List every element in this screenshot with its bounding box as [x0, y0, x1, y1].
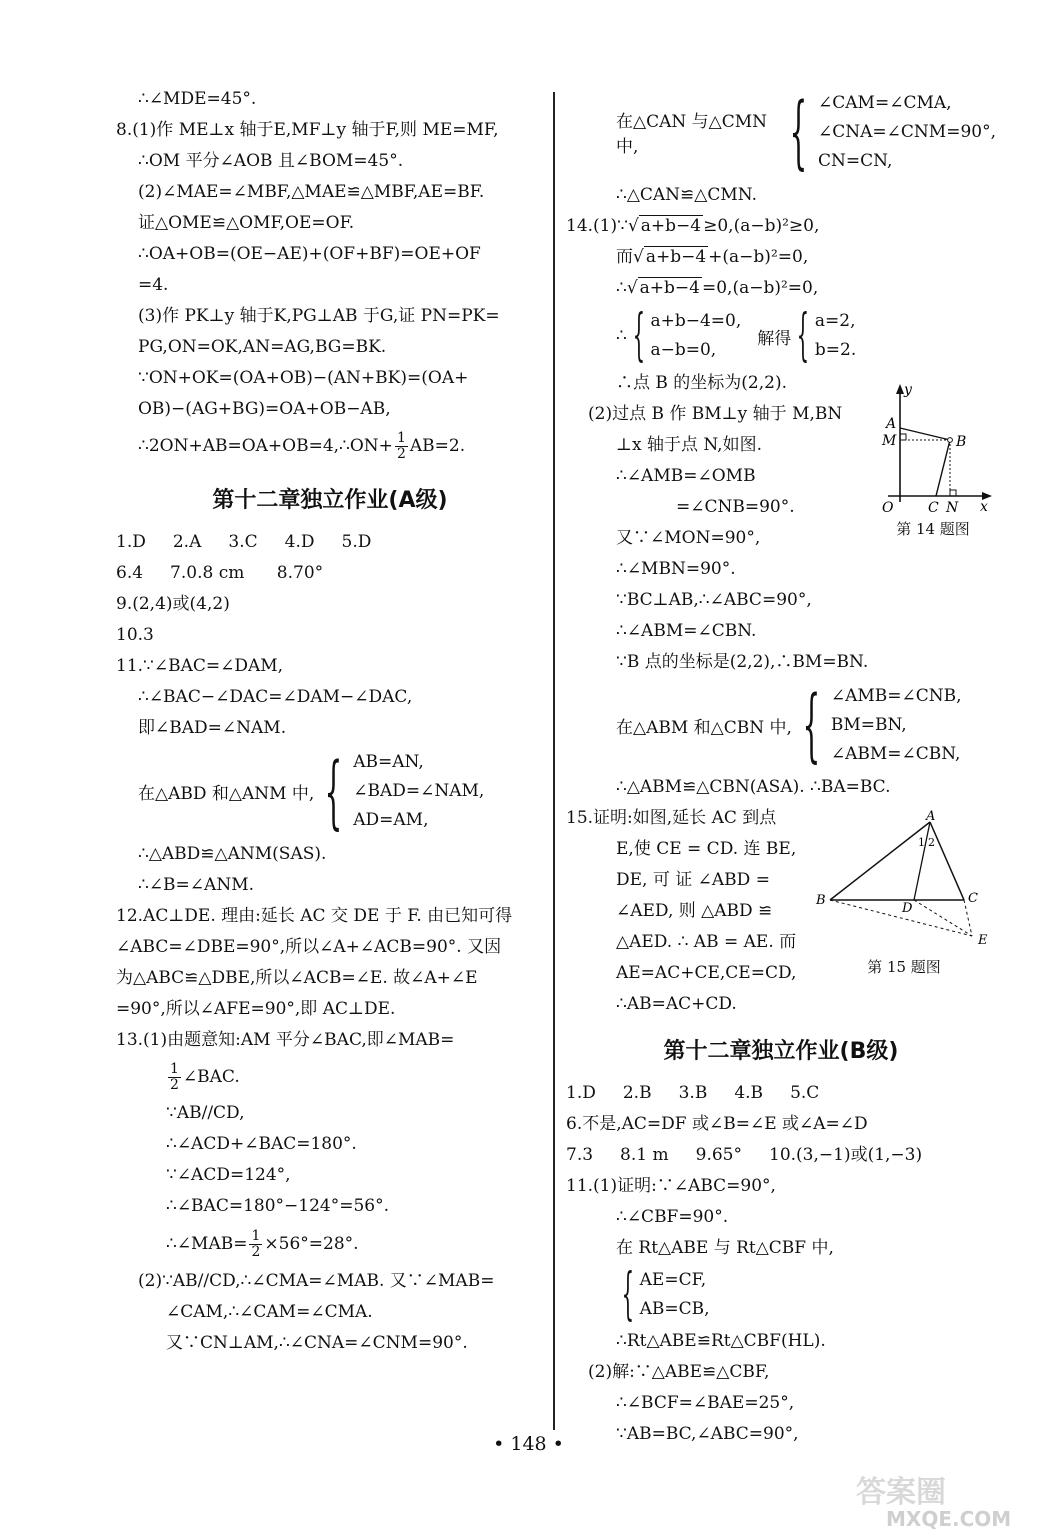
label-a: A	[926, 809, 936, 824]
label-c: C	[968, 891, 978, 906]
answer-line: ∴∠BAC=180°−124°=56°.	[166, 1196, 390, 1216]
segment-bc	[936, 440, 950, 496]
radicand: a+b−4	[640, 216, 702, 236]
section-heading-a: 第十二章独立作业(A级)	[212, 488, 448, 513]
answer-line: ∵B 点的坐标是(2,2),∴BM=BN.	[616, 652, 869, 672]
answer-line: ∴∠AMB=∠OMB	[616, 466, 756, 486]
left-column	[116, 84, 544, 1359]
system-prefix: 在△ABD 和△ANM 中,	[138, 784, 315, 804]
segment-ab	[900, 428, 950, 440]
radicand: a+b−4	[645, 247, 707, 267]
answer-line: =90°,所以∠AFE=90°,即 AC⊥DE.	[116, 999, 396, 1019]
system-lines	[650, 307, 741, 365]
answer-line: ∵BC⊥AB,∴∠ABC=90°,	[616, 590, 812, 610]
denominator: 2	[396, 446, 406, 462]
text-line: 8.(1)作 ME⊥x 轴于E,MF⊥y 轴于F,则 ME=MF,	[116, 120, 499, 140]
answer-line: 13.(1)由题意知:AM 平分∠BAC,即∠MAB=	[116, 1030, 455, 1050]
text-run: 而	[616, 247, 633, 267]
answer-line: ∴△ABD≌△ANM(SAS).	[138, 844, 327, 864]
label-n: N	[946, 500, 959, 516]
answer-line: ∵∠ACD=124°,	[166, 1165, 291, 1185]
right-column	[566, 84, 996, 1450]
answer-line: 即∠BAD=∠NAM.	[138, 718, 287, 738]
text-line: ∴OM 平分∠AOB 且∠BOM=45°.	[138, 151, 404, 171]
answer-line: ∴∠BCF=∠BAE=25°,	[616, 1393, 795, 1413]
answer-line: =∠CNB=90°.	[676, 497, 795, 517]
answer-line: 1.D 2.A 3.C 4.D 5.D	[116, 532, 372, 552]
denominator: 2	[251, 1244, 261, 1260]
answer-line: (2)过点 B 作 BM⊥y 轴于 M,BN	[588, 404, 843, 424]
answer-line: 6.不是,AC=DF 或∠B=∠E 或∠A=∠D	[566, 1114, 868, 1134]
answer-line: 6.4 7.0.8 cm 8.70°	[116, 563, 324, 583]
right-angle-n	[950, 490, 956, 496]
equation-system: ∴ { a+b−4=0, a−b=0, 解得 { a=2, b=2.	[616, 303, 857, 368]
answer-line: AE=AC+CE,CE=CD,	[616, 963, 797, 983]
system-lines	[353, 748, 484, 835]
watermark-url: MXQE.COM	[886, 1507, 1012, 1530]
label-c: C	[928, 500, 939, 516]
answer-line-sqrt: ∴√ a+b−4 =0,(a−b)²=0,	[616, 278, 819, 298]
text-run: AB=2.	[409, 436, 466, 456]
section-heading-b: 第十二章独立作业(B级)	[663, 1039, 899, 1064]
system-line: CN=CN,	[818, 150, 893, 171]
equation-system	[116, 744, 544, 839]
answer-line: 11.∵∠BAC=∠DAM,	[116, 656, 284, 676]
answer-line: ∴点 B 的坐标为(2,2).	[616, 373, 788, 393]
system-line: ∠CAM=∠CMA,	[818, 92, 952, 113]
text-line: ∴OA+OB=(OE−AE)+(OF+BF)=OE+OF	[138, 244, 481, 264]
answer-line: ∴△ABM≌△CBN(ASA). ∴BA=BC.	[616, 777, 891, 797]
text-run: ×56°=28°.	[264, 1234, 359, 1254]
fraction	[168, 1062, 181, 1093]
watermark-graphic	[846, 1470, 1046, 1530]
label-y: y	[904, 382, 912, 398]
answer-line-fraction	[116, 1222, 544, 1266]
label-b: B	[816, 893, 826, 908]
answer-line: 1.D 2.B 3.B 4.B 5.C	[566, 1083, 820, 1103]
answer-line: ∵AB//CD,	[166, 1103, 245, 1123]
answer-line: 11.(1)证明:∵∠ABC=90°,	[566, 1176, 776, 1196]
label-o: O	[882, 500, 894, 516]
answer-line: ∠CAM,∴∠CAM=∠CMA.	[166, 1302, 373, 1322]
answer-line: ∴AB=AC+CD.	[616, 994, 737, 1014]
segment-de	[914, 900, 972, 936]
system-lines	[640, 1266, 710, 1324]
text-run: +(a−b)²=0,	[708, 247, 809, 267]
answer-line: E,使 CE = CD. 连 BE,	[616, 839, 797, 859]
segment-be	[830, 900, 972, 936]
left-brace: {	[632, 303, 645, 368]
text-line: 证△OME≌△OMF,OE=OF.	[138, 213, 355, 233]
label-angle-1: 1	[918, 836, 925, 849]
answer-line: (2)解:∵△ABE≌△CBF,	[588, 1362, 770, 1382]
answer-line: △AED. ∴ AB = AE. 而	[616, 932, 797, 952]
text-run: ≥0,(a−b)²≥0,	[703, 216, 820, 236]
text-line: (3)作 PK⊥y 轴于K,PG⊥AB 于G,证 PN=PK=	[138, 306, 500, 326]
system-lines	[815, 307, 856, 365]
point-b	[948, 438, 953, 443]
figure-14	[870, 378, 996, 544]
label-b: B	[956, 434, 967, 450]
system-line: BM=BN,	[830, 714, 907, 735]
answer-line: ∴∠B=∠ANM.	[138, 875, 255, 895]
system-line: b=2.	[814, 340, 857, 360]
answer-line: ∴∠BAC−∠DAC=∠DAM−∠DAC,	[138, 687, 413, 707]
text-line: OB)−(AG+BG)=OA+OB−AB,	[138, 399, 391, 419]
watermark-text: 答案圈	[856, 1475, 946, 1510]
figure-14-caption: 第 14 题图	[896, 520, 970, 538]
figure-14-diagram	[870, 378, 996, 518]
answer-line-sqrt: 而√ a+b−4 +(a−b)²=0,	[616, 247, 809, 267]
answer-line: ∠ABC=∠DBE=90°,所以∠A+∠ACB=90°. 又因	[116, 937, 502, 957]
figure-15-caption: 第 15 题图	[867, 958, 941, 976]
system-lines	[831, 682, 962, 769]
answer-line: 又∵∠MON=90°,	[616, 528, 761, 548]
page-number: • 148 •	[493, 1433, 564, 1455]
answer-line: 7.3 8.1 m 9.65° 10.(3,−1)或(1,−3)	[566, 1145, 923, 1165]
text-run: ∴	[616, 278, 627, 298]
system-line: ∠ABM=∠CBN,	[830, 743, 961, 764]
numerator: 1	[170, 1061, 179, 1077]
answer-line: 为△ABC≌△DBE,所以∠ACB=∠E. 故∠A+∠E	[116, 968, 478, 988]
label-d: D	[902, 901, 913, 916]
answer-line: ∴∠MBN=90°.	[616, 559, 736, 579]
text-run: =0,(a−b)²=0,	[702, 278, 819, 298]
answer-line-sqrt: 14.(1)∵√ a+b−4 ≥0,(a−b)²≥0,	[566, 216, 820, 236]
text-line: =4.	[138, 275, 169, 295]
fraction	[395, 431, 408, 462]
left-brace: {	[796, 303, 810, 368]
text-run: ∴2ON+AB=OA+OB=4,∴ON+	[138, 436, 393, 456]
system-line: AB=CB,	[639, 1299, 710, 1319]
fraction	[249, 1229, 262, 1260]
numerator: 1	[251, 1228, 261, 1244]
system-line: ∠AMB=∠CNB,	[830, 685, 962, 706]
text-line-fraction	[116, 425, 544, 467]
answer-line: 9.(2,4)或(4,2)	[116, 594, 230, 614]
answer-line: 15.证明:如图,延长 AC 到点	[566, 808, 777, 828]
system-line: a+b−4=0,	[650, 311, 742, 331]
text-line: (2)∠MAE=∠MBF,△MAE≌△MBF,AE=BF.	[138, 182, 485, 202]
system-line: AD=AM,	[353, 810, 429, 830]
system-prefix: 在△CAN 与△CMN 中,	[616, 112, 767, 157]
figure-15-diagram	[812, 808, 996, 948]
y-arrow	[896, 384, 904, 394]
solve-label: 解得	[757, 328, 792, 349]
system-line: a−b=0,	[650, 340, 717, 360]
system-line: ∠BAD=∠NAM,	[353, 781, 485, 801]
label-e: E	[978, 933, 988, 948]
segment-ab	[830, 822, 930, 900]
answer-line: 在 Rt△ABE 与 Rt△CBF 中,	[616, 1238, 834, 1258]
answer-line: ∴Rt△ABE≌Rt△CBF(HL).	[616, 1331, 826, 1351]
radicand: a+b−4	[639, 278, 700, 298]
text-run: 14.(1)∵	[566, 216, 628, 236]
segment-ad	[914, 822, 930, 900]
text-line: ∵ON+OK=(OA+OB)−(AN+BK)=(OA+	[138, 368, 469, 388]
label-angle-2: 2	[928, 836, 935, 849]
text-line: ∴∠MDE=45°.	[138, 89, 257, 109]
label-m: M	[882, 433, 897, 449]
figure-15	[812, 808, 996, 978]
column-divider	[553, 92, 555, 1430]
answer-line: ∠AED, 则 △ABD ≌	[616, 901, 773, 921]
answer-line: 12.AC⊥DE. 理由:延长 AC 交 DE 于 F. 由已知可得	[116, 906, 513, 926]
left-brace: {	[621, 1262, 635, 1327]
system-line: a=2,	[814, 311, 856, 331]
answer-line: DE, 可 证 ∠ABD =	[616, 870, 770, 890]
answer-line: ∴△CAN≌△CMN.	[616, 185, 757, 205]
left-brace: {	[802, 678, 821, 771]
system-prefix: 在△ABM 和△CBN 中,	[616, 717, 792, 738]
system-line: AE=CF,	[639, 1270, 707, 1290]
label-x: x	[980, 499, 988, 515]
system-line: AB=AN,	[353, 752, 424, 772]
answer-line: 10.3	[116, 625, 154, 645]
answer-line: ∵AB=BC,∠ABC=90°,	[616, 1424, 799, 1444]
numerator: 1	[396, 430, 406, 446]
answer-line: ∴∠ACD+∠BAC=180°.	[166, 1134, 357, 1154]
left-brace: {	[789, 85, 808, 178]
left-brace: {	[324, 744, 343, 838]
equation-system	[566, 84, 996, 180]
answer-line: (2)∵AB//CD,∴∠CMA=∠MAB. 又∵∠MAB=	[138, 1271, 495, 1291]
text-line: PG,ON=OK,AN=AG,BG=BK.	[138, 337, 387, 357]
denominator: 2	[170, 1077, 179, 1093]
system-lines	[818, 89, 996, 176]
equation-system	[566, 1264, 996, 1326]
watermark-logo	[846, 1470, 1046, 1530]
segment-ac	[930, 822, 964, 900]
equation-system	[566, 678, 996, 772]
answer-line: ∴∠ABM=∠CBN.	[616, 621, 757, 641]
text-run: ∴∠MAB=	[166, 1234, 248, 1254]
answer-line: ⊥x 轴于点 N,如图.	[616, 435, 762, 455]
right-angle-m	[900, 434, 906, 440]
system-line: ∠CNA=∠CNM=90°,	[818, 121, 996, 142]
answer-line: 又∵CN⊥AM,∴∠CNA=∠CNM=90°.	[166, 1333, 468, 1353]
answer-line-fraction	[116, 1056, 544, 1098]
text-run: ∠BAC.	[182, 1067, 240, 1087]
answer-line: ∴∠CBF=90°.	[616, 1207, 729, 1227]
label-a: A	[886, 416, 897, 432]
